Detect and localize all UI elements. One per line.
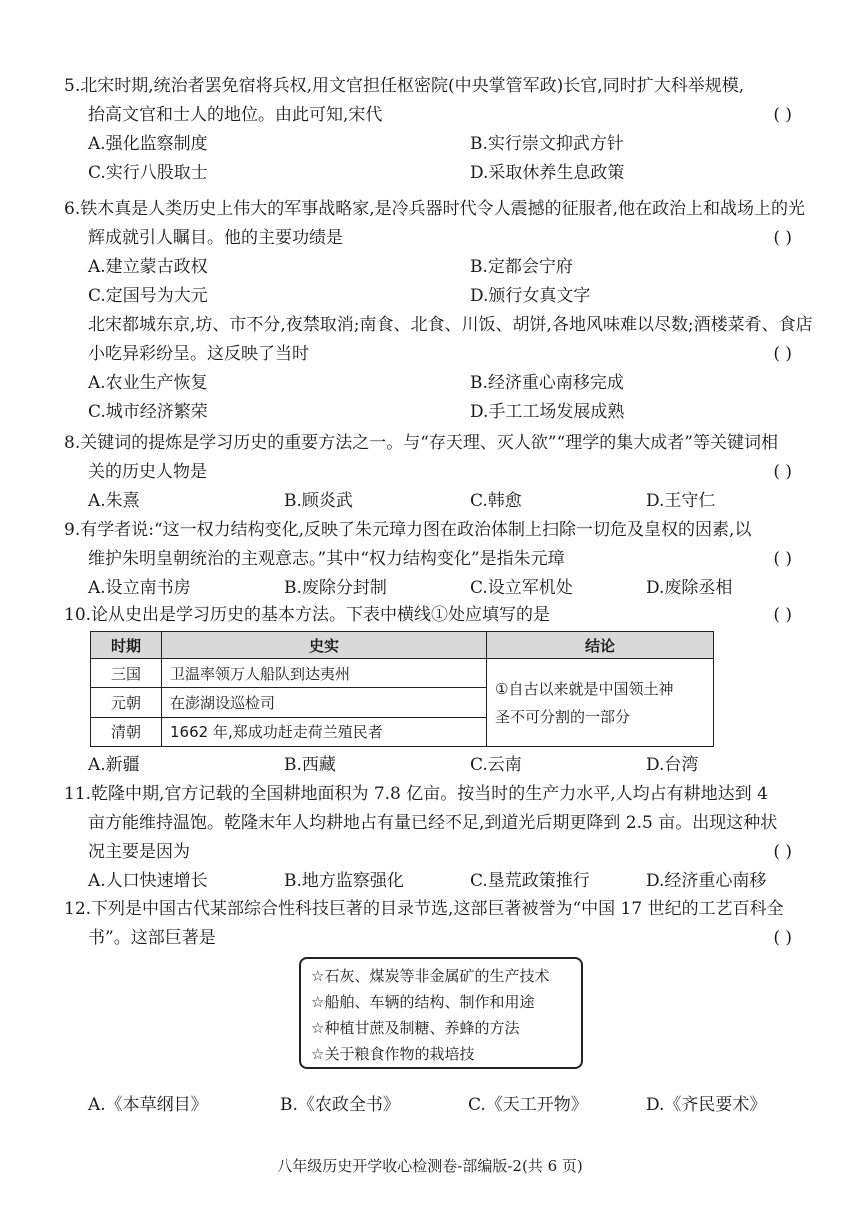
question-6-stem-line-1: 6.铁木真是人类历史上伟大的军事战略家,是冷兵器时代令人震撼的征服者,他在政治上和战场上的光 [64, 199, 806, 219]
question-7-option-c[interactable]: C.城市经济繁荣 [88, 402, 208, 422]
question-5-option-a[interactable]: A.强化监察制度 [88, 134, 208, 154]
conclusion-line-2: 圣不可分割的一部分 [495, 707, 631, 726]
answer-bracket: ( ) [773, 462, 792, 482]
question-6-option-b[interactable]: B.定都会宁府 [470, 257, 573, 277]
question-6-stem-line-2: 辉成就引人瞩目。他的主要功绩是 [88, 228, 343, 248]
answer-bracket: ( ) [773, 344, 792, 364]
question-10-stem: 10.论从史出是学习历史的基本方法。下表中横线①处应填写的是 [64, 605, 551, 625]
table-cell-period: 元朝 [91, 688, 162, 717]
question-11-option-b[interactable]: B.地方监察强化 [284, 871, 404, 891]
table-cell-fact: 卫温率领万人船队到达夷州 [162, 659, 487, 688]
table-header-conclusion: 结论 [487, 632, 714, 659]
question-12-stem-line-2: 书”。这部巨著是 [88, 928, 216, 948]
question-11 [64, 780, 800, 896]
catalog-item: ☆石灰、煤炭等非金属矿的生产技术 [311, 967, 550, 985]
question-5-option-d[interactable]: D.采取休养生息政策 [470, 163, 625, 183]
question-7-stem-line-2: 小吃异彩纷呈。这反映了当时 [88, 344, 309, 364]
question-9-stem-line-2: 维护朱明皇朝统治的主观意志。”其中“权力结构变化”是指朱元璋 [88, 549, 565, 569]
answer-bracket: ( ) [773, 228, 792, 248]
question-6-option-a[interactable]: A.建立蒙古政权 [88, 257, 208, 277]
table-cell-period: 清朝 [91, 717, 162, 746]
question-6 [64, 195, 806, 311]
question-12-option-c[interactable]: C.《天工开物》 [468, 1095, 588, 1115]
question-7-option-b[interactable]: B.经济重心南移完成 [470, 373, 624, 393]
catalog-item: ☆种植甘蔗及制糖、养蜂的方法 [311, 1019, 520, 1037]
question-12-option-d[interactable]: D.《齐民要术》 [646, 1095, 767, 1115]
question-12-option-b[interactable]: B.《农政全书》 [280, 1095, 400, 1115]
question-9-option-b[interactable]: B.废除分封制 [284, 578, 387, 598]
question-8-option-c[interactable]: C.韩愈 [470, 491, 522, 511]
question-10 [64, 601, 800, 630]
question-12 [64, 895, 800, 953]
question-8-stem-line-1: 8.关键词的提炼是学习历史的重要方法之一。与“存天理、灭人欲”“理学的集大成者”等关键词相 [64, 433, 778, 453]
catalog-excerpt-box [299, 957, 583, 1069]
question-10-option-b[interactable]: B.西藏 [284, 755, 336, 775]
question-12-options [64, 1091, 800, 1120]
question-5-stem-line-2: 抬高文官和士人的地位。由此可知,宋代 [88, 105, 383, 125]
table-cell-period: 三国 [91, 659, 162, 688]
question-11-option-d[interactable]: D.经济重心南移 [646, 871, 767, 891]
question-5-option-b[interactable]: B.实行崇文抑武方针 [470, 134, 624, 154]
question-9 [64, 516, 800, 603]
question-11-stem-line-3: 况主要是因为 [88, 842, 190, 862]
history-table [90, 631, 714, 747]
question-10-option-a[interactable]: A.新疆 [88, 755, 140, 775]
question-8 [64, 429, 800, 516]
question-5 [64, 72, 800, 188]
catalog-item: ☆船舶、车辆的结构、制作和用途 [311, 993, 535, 1011]
table-cell-fact: 1662 年,郑成功赶走荷兰殖民者 [162, 717, 487, 746]
question-5-option-c[interactable]: C.实行八股取士 [88, 163, 208, 183]
question-8-option-d[interactable]: D.王守仁 [646, 491, 716, 511]
question-9-option-a[interactable]: A.设立南书房 [88, 578, 191, 598]
table-row [91, 659, 714, 688]
question-8-option-b[interactable]: B.顾炎武 [284, 491, 353, 511]
question-10-option-c[interactable]: C.云南 [470, 755, 522, 775]
table-cell-fact: 在澎湖设巡检司 [162, 688, 487, 717]
question-7-stem-line-1: 北宋都城东京,坊、市不分,夜禁取消;南食、北食、川饭、胡饼,各地风味难以尽数;酒楼菜肴、食店 [88, 315, 813, 335]
question-8-option-a[interactable]: A.朱熹 [88, 491, 140, 511]
question-12-stem-line-1: 12.下列是中国古代某部综合性科技巨著的目录节选,这部巨著被誉为“中国 17 世纪的工艺百科全 [64, 899, 784, 919]
question-11-stem-line-1: 11.乾隆中期,官方记载的全国耕地面积为 7.8 亿亩。按当时的生产力水平,人均占有耕地达到 4 [64, 784, 768, 804]
answer-bracket: ( ) [773, 605, 792, 625]
answer-bracket: ( ) [773, 842, 792, 862]
table-cell-conclusion [487, 659, 714, 747]
question-11-option-a[interactable]: A.人口快速增长 [88, 871, 208, 891]
question-6-option-c[interactable]: C.定国号为大元 [88, 286, 208, 306]
question-5-stem-line-1: 5.北宋时期,统治者罢免宿将兵权,用文官担任枢密院(中央掌管军政)长官,同时扩大科举规模, [64, 76, 745, 96]
question-11-option-c[interactable]: C.垦荒政策推行 [470, 871, 590, 891]
question-7 [64, 311, 813, 427]
question-9-option-d[interactable]: D.废除丞相 [646, 578, 733, 598]
question-9-stem-line-1: 9.有学者说:“这一权力结构变化,反映了朱元璋力图在政治体制上扫除一切危及皇权的因素,以 [64, 520, 752, 540]
conclusion-line-1: ①自古以来就是中国领土神 [495, 679, 674, 698]
question-7-option-d[interactable]: D.手工工场发展成熟 [470, 402, 625, 422]
page-footer: 八年级历史开学收心检测卷-部编版-2(共 6 页) [277, 1157, 583, 1175]
table-header-period: 时期 [91, 632, 162, 659]
question-11-stem-line-2: 亩方能维持温饱。乾隆末年人均耕地占有量已经不足,到道光后期更降到 2.5 亩。出现这种状 [88, 813, 778, 833]
question-10-options [64, 751, 800, 780]
answer-bracket: ( ) [773, 105, 792, 125]
question-8-stem-line-2: 关的历史人物是 [88, 462, 207, 482]
question-7-option-a[interactable]: A.农业生产恢复 [88, 373, 208, 393]
catalog-item: ☆关于粮食作物的栽培技 [311, 1045, 475, 1063]
question-6-option-d[interactable]: D.颁行女真文字 [470, 286, 591, 306]
question-9-option-c[interactable]: C.设立军机处 [470, 578, 573, 598]
answer-bracket: ( ) [773, 928, 792, 948]
question-12-option-a[interactable]: A.《本草纲目》 [88, 1095, 208, 1115]
answer-bracket: ( ) [773, 549, 792, 569]
table-header-fact: 史实 [162, 632, 487, 659]
question-10-option-d[interactable]: D.台湾 [646, 755, 699, 775]
